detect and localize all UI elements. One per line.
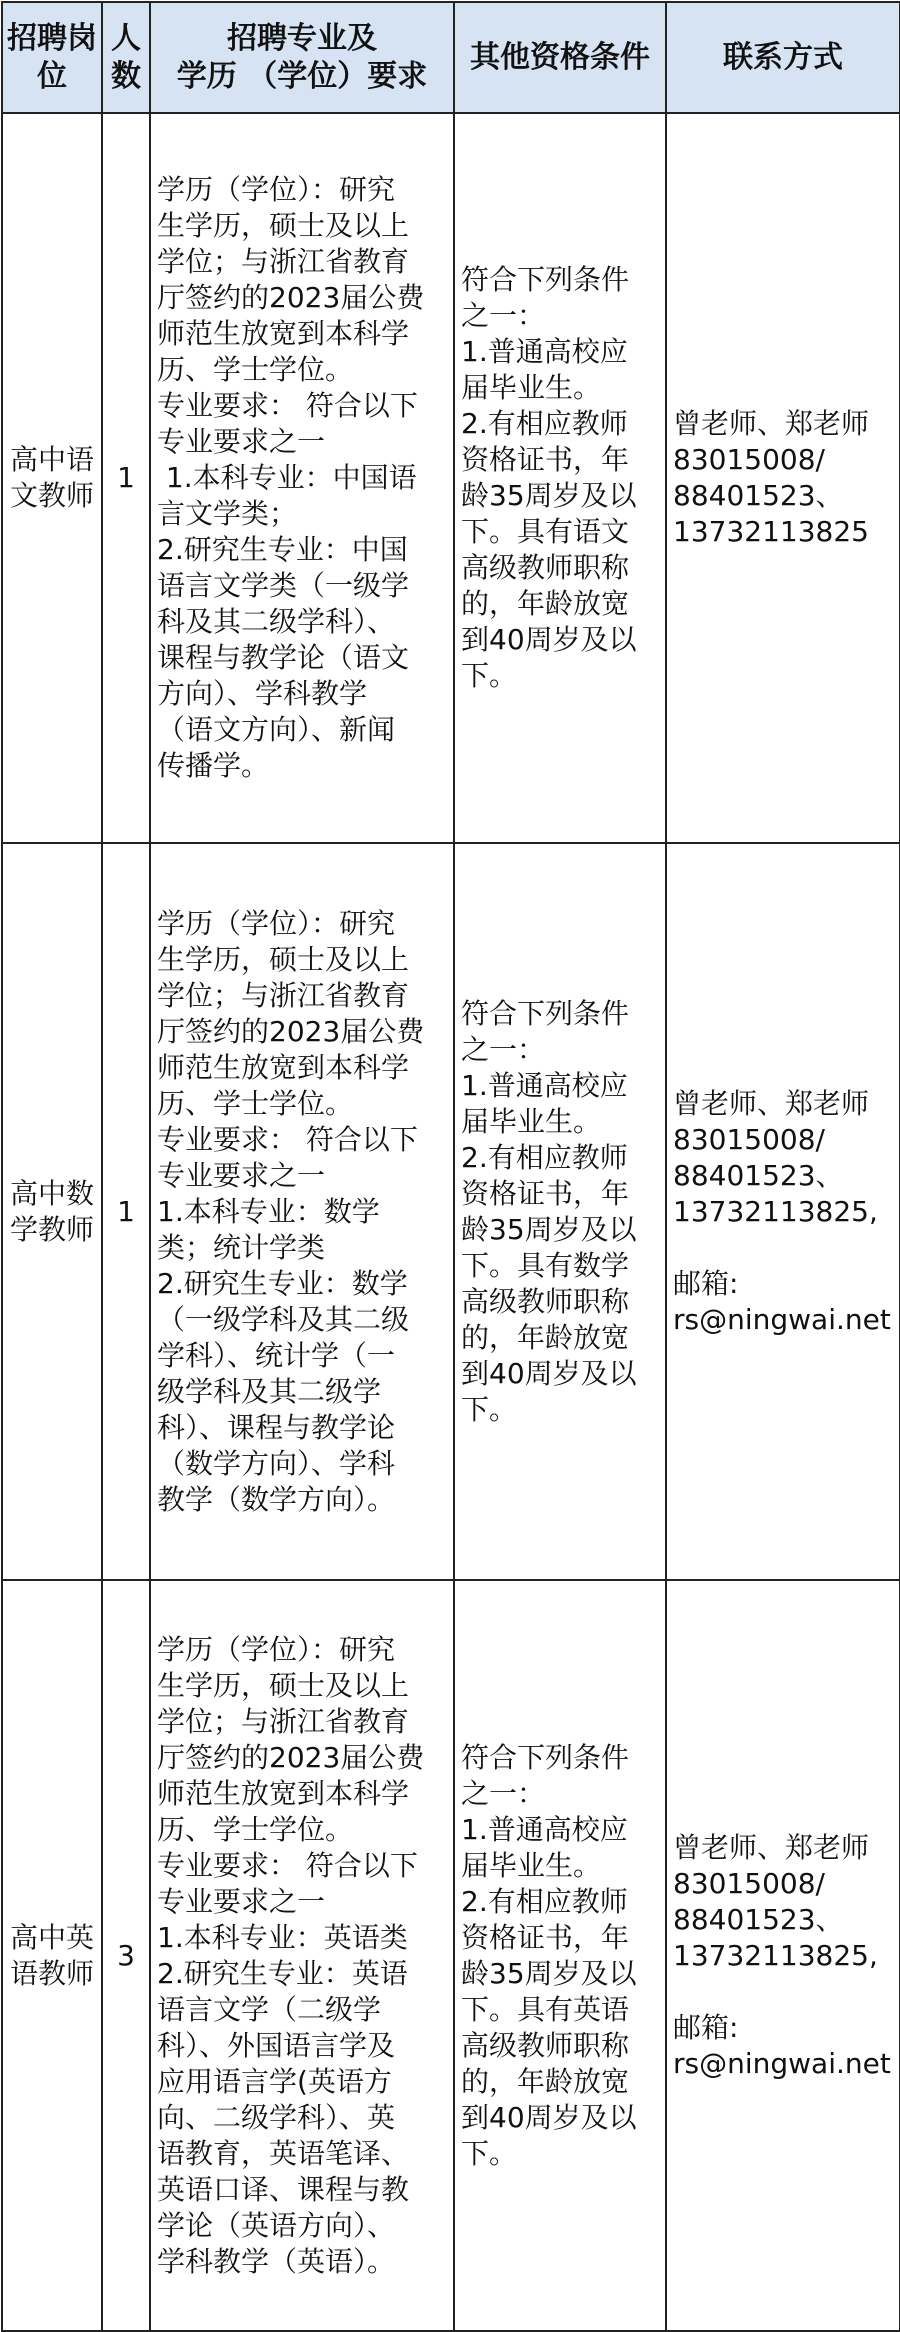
text-line: 专业要求之一 xyxy=(157,425,326,458)
text-line: 科）、外国语言学及 xyxy=(157,2028,396,2062)
text-line: 向、二级学科）、英 xyxy=(157,2100,396,2134)
text-line: 方向）、学科教学 xyxy=(157,677,368,710)
text-line: 88401523、 xyxy=(673,479,844,512)
contact-cell xyxy=(666,113,900,843)
text-line: 的，年龄放宽 xyxy=(461,1320,630,1354)
text-line: 曾老师、郑老师 xyxy=(673,1830,870,1864)
text-line: 邮箱: xyxy=(673,1266,739,1300)
text-line: 之一： xyxy=(461,299,546,332)
text-line: 1.普通高校应 xyxy=(461,1068,628,1102)
text-line: 学历（学位）：研究 xyxy=(157,1632,396,1666)
text-line: 龄35周岁及以 xyxy=(461,1212,637,1246)
header-contact xyxy=(666,2,900,113)
text-line: 符合下列条件 xyxy=(461,263,630,296)
text-line: 下。 xyxy=(461,1392,518,1426)
text-line: 资格证书，年 xyxy=(461,1176,630,1210)
text-line: 生学历，硕士及以上 xyxy=(157,209,410,242)
text-line: 类；统计学类 xyxy=(157,1230,326,1264)
text-line: 2.研究生专业：英语 xyxy=(157,1956,408,1990)
text-line: 曾老师、郑老师 xyxy=(673,1086,870,1120)
text-line: 师范生放宽到本科学 xyxy=(157,317,410,350)
text-line: 学科）、统计学（一 xyxy=(157,1338,396,1372)
text-line: 高级教师职称 xyxy=(461,2028,630,2062)
header-other-label: 其他资格条件 xyxy=(470,39,650,75)
text-line: 专业要求： 符合以下 xyxy=(157,389,418,422)
text-line: 符合下列条件 xyxy=(461,1740,630,1774)
contact-cell xyxy=(666,1580,900,2331)
text-line: rs@ningwai.net xyxy=(673,1302,891,1336)
text-line: 科）、课程与教学论 xyxy=(157,1410,396,1444)
text-line: 课程与教学论（语文 xyxy=(157,641,410,674)
text-line: 之一： xyxy=(461,1776,546,1810)
text-line: 高级教师职称 xyxy=(461,1284,630,1318)
text-line: 厅签约的2023届公费 xyxy=(157,1740,425,1774)
text-line: 1.普通高校应 xyxy=(461,1812,628,1846)
conditions-cell xyxy=(454,843,666,1580)
position-label: 高中语文教师 xyxy=(9,443,94,512)
header-position-label: 招聘岗位 xyxy=(7,20,97,94)
conditions-cell xyxy=(454,1580,666,2331)
text-line: 龄35周岁及以 xyxy=(461,479,637,512)
position-label: 高中英语教师 xyxy=(9,1920,94,1990)
text-line: 曾老师、郑老师 xyxy=(673,407,870,440)
text-line: 2.有相应教师 xyxy=(461,1140,628,1174)
count-cell xyxy=(102,843,150,1580)
text-line: 届毕业生。 xyxy=(461,1104,602,1138)
text-line: （数学方向）、学科 xyxy=(157,1446,396,1480)
text-line: 83015008/ xyxy=(673,1866,825,1900)
text-line: 言文学类； xyxy=(157,497,298,530)
text-line: 2.研究生专业：中国 xyxy=(157,533,408,566)
header-count-label: 人数 xyxy=(111,20,141,94)
text-line: 到40周岁及以 xyxy=(461,2100,637,2134)
conditions-cell xyxy=(454,113,666,843)
text-line: 1.普通高校应 xyxy=(461,335,628,368)
position-cell xyxy=(2,1580,102,2331)
count-label: 3 xyxy=(117,1938,135,1972)
text-line: 83015008/ xyxy=(673,1122,825,1156)
text-line: 之一： xyxy=(461,1032,546,1066)
header-contact-label: 联系方式 xyxy=(723,39,843,75)
text-line: 传播学。 xyxy=(157,749,270,782)
text-line: 符合下列条件 xyxy=(461,996,630,1030)
text-line: 师范生放宽到本科学 xyxy=(157,1776,410,1810)
text-line: 语言文学类（一级学 xyxy=(157,569,410,602)
line-spacer xyxy=(673,1974,893,2010)
text-line: 到40周岁及以 xyxy=(461,623,637,656)
text-line: 学位；与浙江省教育 xyxy=(157,978,410,1012)
text-line: 学历（学位）：研究 xyxy=(157,173,396,206)
text-line: 88401523、 xyxy=(673,1158,844,1192)
text-line: 生学历，硕士及以上 xyxy=(157,1668,410,1702)
text-line: 生学历，硕士及以上 xyxy=(157,942,410,976)
position-cell xyxy=(2,843,102,1580)
text-line: 英语口译、课程与教 xyxy=(157,2172,410,2206)
position-label: 高中数学教师 xyxy=(9,1176,94,1246)
text-line: 88401523、 xyxy=(673,1902,844,1936)
text-line: 学科教学（英语）。 xyxy=(157,2244,396,2278)
text-line: 届毕业生。 xyxy=(461,1848,602,1882)
text-line: 届毕业生。 xyxy=(461,371,602,404)
text-line: 应用语言学(英语方 xyxy=(157,2064,392,2098)
text-line: 1.本科专业：数学 xyxy=(157,1194,380,1228)
text-line: 厅签约的2023届公费 xyxy=(157,281,425,314)
text-line: 专业要求： 符合以下 xyxy=(157,1122,418,1156)
header-major xyxy=(150,2,454,113)
contact-cell xyxy=(666,843,900,1580)
text-line: 师范生放宽到本科学 xyxy=(157,1050,410,1084)
text-line: 学位；与浙江省教育 xyxy=(157,1704,410,1738)
header-count xyxy=(102,2,150,113)
text-line: 资格证书，年 xyxy=(461,443,630,476)
text-line: 下。具有语文 xyxy=(461,515,630,548)
text-line: 教学（数学方向）。 xyxy=(157,1482,396,1516)
count-cell xyxy=(102,113,150,843)
text-line: 高级教师职称 xyxy=(461,551,630,584)
count-cell xyxy=(102,1580,150,2331)
header-other xyxy=(454,2,666,113)
text-line: 的，年龄放宽 xyxy=(461,2064,630,2098)
text-line: 科及其二级学科）、 xyxy=(157,605,396,638)
text-line: 资格证书，年 xyxy=(461,1920,630,1954)
text-line: 历、学士学位。 xyxy=(157,1812,354,1846)
text-line: 13732113825, xyxy=(673,1194,878,1228)
position-cell xyxy=(2,113,102,843)
requirements-cell xyxy=(150,843,454,1580)
table-row xyxy=(2,1580,900,2331)
text-line: 专业要求之一 xyxy=(157,1884,326,1918)
text-line: 级学科及其二级学 xyxy=(157,1374,382,1408)
text-line: 学位；与浙江省教育 xyxy=(157,245,410,278)
line-spacer xyxy=(673,1230,893,1266)
table-row xyxy=(2,843,900,1580)
text-line: 下。 xyxy=(461,659,518,692)
text-line: 语言文学（二级学 xyxy=(157,1992,382,2026)
text-line: 学论（英语方向）、 xyxy=(157,2208,396,2242)
text-line: 语教育，英语笔译、 xyxy=(157,2136,410,2170)
text-line: 龄35周岁及以 xyxy=(461,1956,637,1990)
text-line: rs@ningwai.net xyxy=(673,2046,891,2080)
requirements-cell xyxy=(150,113,454,843)
requirements-cell xyxy=(150,1580,454,2331)
count-label: 1 xyxy=(117,1194,135,1228)
text-line: 2.研究生专业：数学 xyxy=(157,1266,408,1300)
header-major-line2: 学历 （学位）要求 xyxy=(176,58,428,94)
text-line: 历、学士学位。 xyxy=(157,1086,354,1120)
header-major-line1: 招聘专业及 xyxy=(227,20,377,56)
text-line: 1.本科专业：英语类 xyxy=(157,1920,408,1954)
header-row xyxy=(2,2,900,113)
header-position xyxy=(2,2,102,113)
text-line: 邮箱: xyxy=(673,2010,739,2044)
recruitment-table xyxy=(1,1,900,2332)
text-line: 的，年龄放宽 xyxy=(461,587,630,620)
text-line: （语文方向）、新闻 xyxy=(157,713,396,746)
text-line: 到40周岁及以 xyxy=(461,1356,637,1390)
text-line: 1.本科专业：中国语 xyxy=(157,461,417,494)
text-line: 专业要求之一 xyxy=(157,1158,326,1192)
text-line: 学历（学位）：研究 xyxy=(157,906,396,940)
text-line: 13732113825, xyxy=(673,1938,878,1972)
text-line: 下。具有英语 xyxy=(461,1992,630,2026)
text-line: 专业要求： 符合以下 xyxy=(157,1848,418,1882)
text-line: 13732113825 xyxy=(673,515,869,548)
text-line: 厅签约的2023届公费 xyxy=(157,1014,425,1048)
text-line: 历、学士学位。 xyxy=(157,353,354,386)
text-line: 83015008/ xyxy=(673,443,825,476)
text-line: 下。 xyxy=(461,2136,518,2170)
text-line: 2.有相应教师 xyxy=(461,407,628,440)
text-line: 2.有相应教师 xyxy=(461,1884,628,1918)
table-row xyxy=(2,113,900,843)
text-line: （一级学科及其二级 xyxy=(157,1302,410,1336)
text-line: 下。具有数学 xyxy=(461,1248,630,1282)
count-label: 1 xyxy=(117,461,135,494)
